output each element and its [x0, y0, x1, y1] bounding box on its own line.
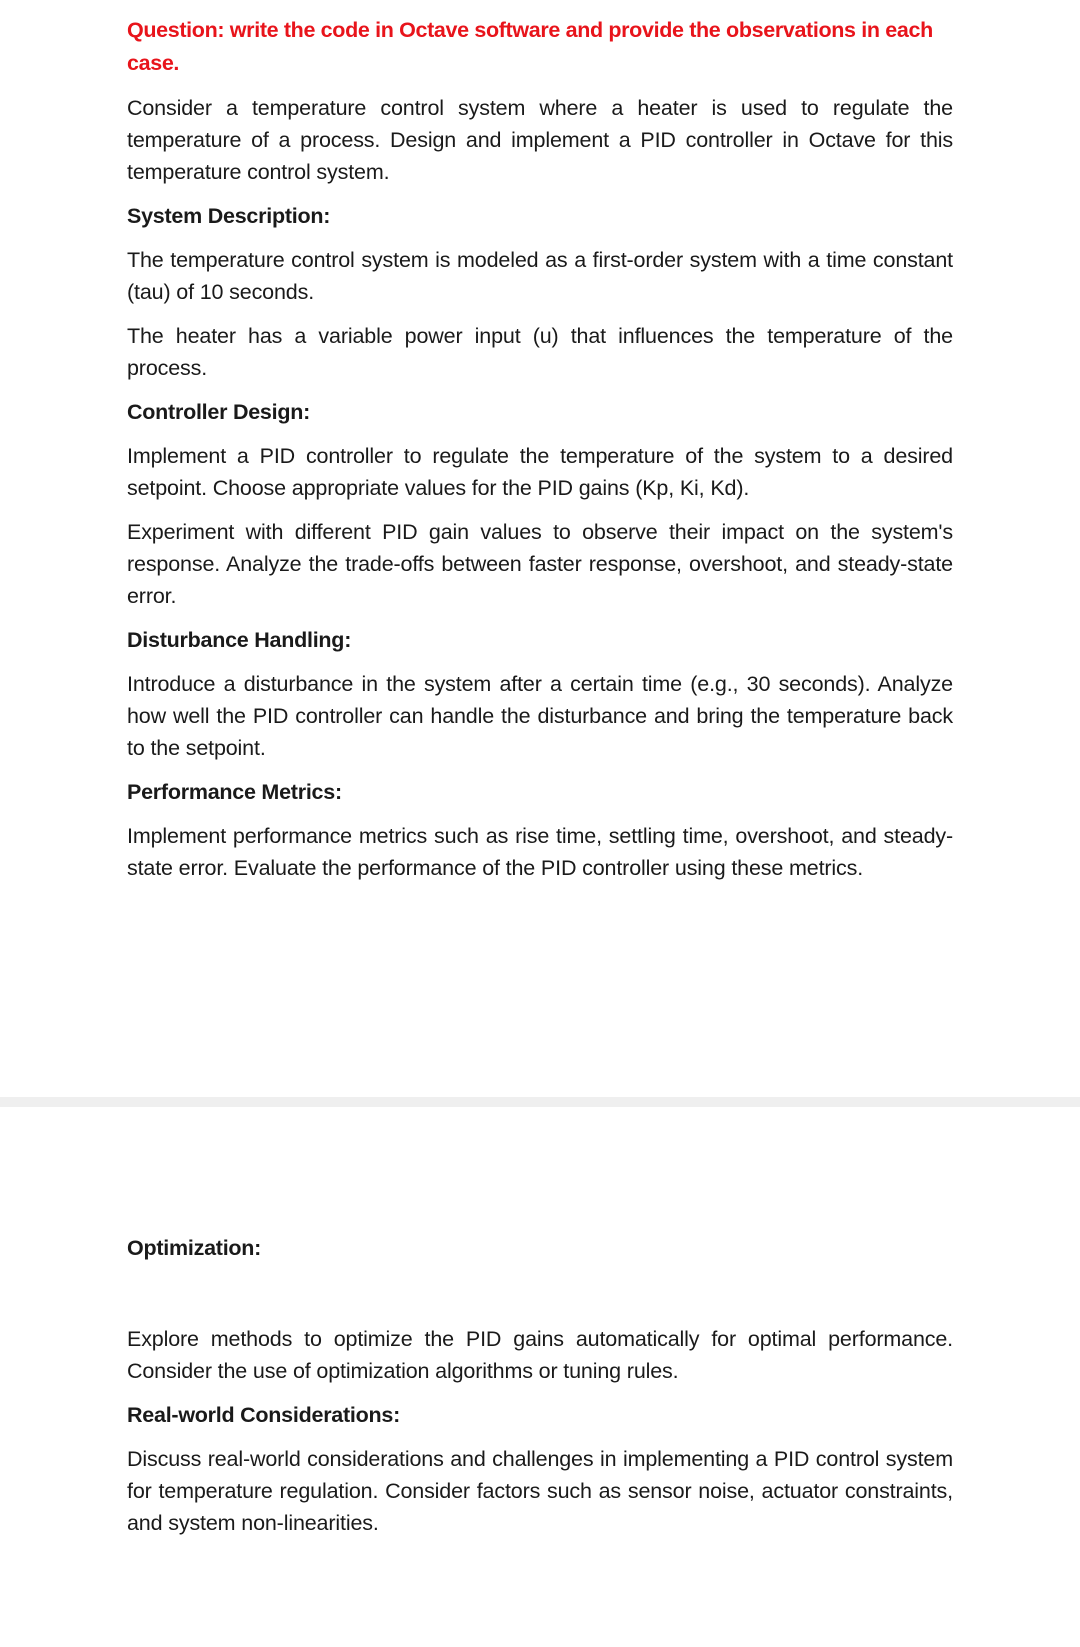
system-description-paragraph-1: The temperature control system is modeled as a first-order system with a time constant (tau) of 10 seconds. — [127, 248, 953, 304]
optimization-paragraph: Explore methods to optimize the PID gains automatically for optimal performance. Consider the use of optimization algorithms or tuning rules. — [127, 1327, 953, 1383]
controller-design-paragraph-2: Experiment with different PID gain values to observe their impact on the system's response. Analyze the trade-offs between faster response, overshoot, and steady-state error. — [127, 520, 953, 608]
controller-design-paragraph-1: Implement a PID controller to regulate the temperature of the system to a desired setpoint. Choose appropriate values for the PID gains (Kp, Ki, Kd). — [127, 444, 953, 500]
disturbance-handling-heading: Disturbance Handling: — [127, 628, 352, 652]
question-text: Question: write the code in Octave software and provide the observations in each case. — [127, 18, 933, 75]
performance-metrics-paragraph: Implement performance metrics such as rise time, settling time, overshoot, and steady-state error. Evaluate the performance of the PID controller using these metrics. — [127, 824, 953, 880]
optimization-heading: Optimization: — [127, 1236, 262, 1260]
controller-design-heading: Controller Design: — [127, 400, 311, 424]
page-1-content — [127, 14, 953, 896]
performance-metrics-heading: Performance Metrics: — [127, 780, 342, 804]
intro-paragraph: Consider a temperature control system where a heater is used to regulate the temperature of a process. Design and implement a PID controller in Octave for this temperature control system. — [127, 96, 953, 184]
disturbance-handling-paragraph: Introduce a disturbance in the system after a certain time (e.g., 30 seconds). Analyze how well the PID controller can handle the disturbance and bring the temperature back to the setpoint. — [127, 672, 953, 760]
document-page-2 — [0, 1107, 1080, 1647]
page-separator — [0, 1097, 1080, 1107]
real-world-heading: Real-world Considerations: — [127, 1403, 401, 1427]
system-description-paragraph-2: The heater has a variable power input (u) that influences the temperature of the process. — [127, 324, 953, 380]
system-description-heading: System Description: — [127, 204, 331, 228]
real-world-paragraph: Discuss real-world considerations and challenges in implementing a PID control system for temperature regulation. Consider factors such as sensor noise, actuator constraints, and system non-linearities. — [127, 1447, 953, 1535]
page-2-body — [127, 1323, 953, 1551]
